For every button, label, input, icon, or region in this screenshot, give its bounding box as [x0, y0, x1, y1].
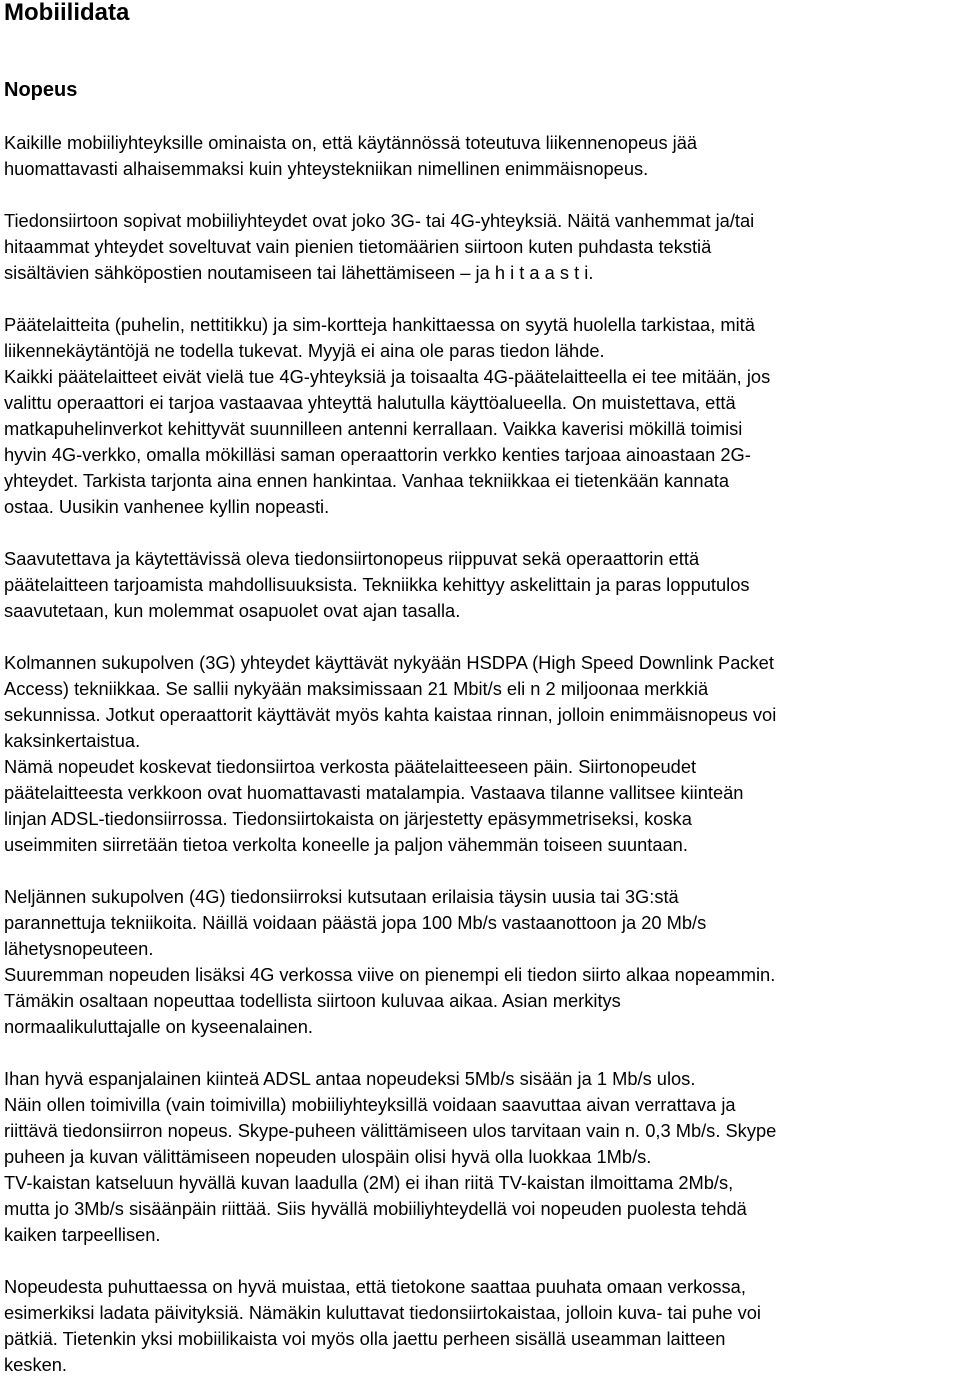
- text-line: saavutetaan, kun molemmat osapuolet ovat ajan tasalla.: [4, 600, 461, 621]
- text-line: hyvin 4G-verkko, omalla mökilläsi saman operaattorin verkko kenties tarjoaa ainoastaan 2G-: [4, 444, 751, 465]
- text-line: mutta jo 3Mb/s sisäänpäin riittää. Siis hyvällä mobiiliyhteydellä voi nopeuden puolesta tehdä: [4, 1198, 747, 1219]
- text-line: ostaa. Uusikin vanhenee kyllin nopeasti.: [4, 496, 330, 517]
- text-line: Ihan hyvä espanjalainen kiinteä ADSL antaa nopeudeksi 5Mb/s sisään ja 1 Mb/s ulos.: [4, 1068, 696, 1089]
- document-body: [4, 130, 958, 1378]
- text-line: päätelaitteesta verkkoon ovat huomattavasti matalampia. Vastaava tilanne vallitsee kiinteän: [4, 782, 744, 803]
- text-line: Nopeudesta puhuttaessa on hyvä muistaa, että tietokone saattaa puuhata omaan verkossa,: [4, 1276, 746, 1297]
- text-line: sekunnissa. Jotkut operaattorit käyttävät myös kahta kaistaa rinnan, jolloin enimmäisnopeus voi: [4, 704, 777, 725]
- text-line: Neljännen sukupolven (4G) tiedonsiirroksi kutsutaan erilaisia täysin uusia tai 3G:stä: [4, 886, 679, 907]
- text-line: kaksinkertaistua.: [4, 730, 141, 751]
- text-line: liikennekäytäntöjä ne todella tukevat. Myyjä ei aina ole paras tiedon lähde.: [4, 340, 605, 361]
- text-line: normaalikuluttajalle on kyseenalainen.: [4, 1016, 313, 1037]
- text-line: Tämäkin osaltaan nopeuttaa todellista siirtoon kuluvaa aikaa. Asian merkitys: [4, 990, 621, 1011]
- text-line: Tiedonsiirtoon sopivat mobiiliyhteydet ovat joko 3G- tai 4G-yhteyksiä. Näitä vanhemmat ja/tai: [4, 210, 755, 231]
- text-line: Kaikille mobiiliyhteyksille ominaista on, että käytännössä toteutuva liikennenopeus jää: [4, 132, 698, 153]
- text-line: sisältävien sähköpostien noutamiseen tai lähettämiseen – ja h i t a a s t i.: [4, 262, 594, 283]
- section-heading: Nopeus: [4, 79, 78, 101]
- text-line: päätelaitteen tarjoamista mahdollisuuksista. Tekniikka kehittyy askelittain ja paras lopputulos: [4, 574, 750, 595]
- text-line: kesken.: [4, 1354, 68, 1375]
- text-line: esimerkiksi ladata päivityksiä. Nämäkin kuluttavat tiedonsiirtokaistaa, jolloin kuva- tai puhe voi: [4, 1302, 761, 1323]
- paragraph-gap: [4, 520, 958, 546]
- text-line: Näin ollen toimivilla (vain toimivilla) mobiiliyhteyksillä voidaan saavuttaa aivan verrattava ja: [4, 1094, 736, 1115]
- paragraph-gap: [4, 1248, 958, 1274]
- text-line: puheen ja kuvan välittämiseen nopeuden ulospäin olisi hyvä olla luokkaa 1Mb/s.: [4, 1146, 652, 1167]
- paragraph-gap: [4, 182, 958, 208]
- text-line: Päätelaitteita (puhelin, nettitikku) ja sim-kortteja hankittaessa on syytä huolella tarkistaa, mitä: [4, 314, 755, 335]
- text-line: Kolmannen sukupolven (3G) yhteydet käyttävät nykyään HSDPA (High Speed Downlink Packet: [4, 652, 774, 673]
- paragraph-gap: [4, 624, 958, 650]
- text-line: hitaammat yhteydet soveltuvat vain pienien tietomäärien siirtoon kuten puhdasta tekstiä: [4, 236, 712, 257]
- text-line: useimmiten siirretään tietoa verkolta koneelle ja paljon vähemmän toiseen suuntaan.: [4, 834, 688, 855]
- text-line: matkapuhelinverkot kehittyvät suunnilleen antenni kerrallaan. Vaikka kaverisi mökillä toimisi: [4, 418, 743, 439]
- text-line: Nämä nopeudet koskevat tiedonsiirtoa verkosta päätelaitteeseen päin. Siirtonopeudet: [4, 756, 697, 777]
- document-title: Mobiilidata: [4, 0, 130, 26]
- text-line: valittu operaattori ei tarjoa vastaavaa yhteyttä halutulla käyttöalueella. On muistettava, että: [4, 392, 736, 413]
- text-line: Kaikki päätelaitteet eivät vielä tue 4G-yhteyksiä ja toisaalta 4G-päätelaitteella ei tee mitään, jos: [4, 366, 771, 387]
- text-line: parannettuja tekniikoita. Näillä voidaan päästä jopa 100 Mb/s vastaanottoon ja 20 Mb/s: [4, 912, 707, 933]
- text-line: Saavutettava ja käytettävissä oleva tiedonsiirtonopeus riippuvat sekä operaattorin että: [4, 548, 700, 569]
- text-line: huomattavasti alhaisemmaksi kuin yhteystekniikan nimellinen enimmäisnopeus.: [4, 158, 649, 179]
- text-line: lähetysnopeuteen.: [4, 938, 154, 959]
- text-line: pätkiä. Tietenkin yksi mobiilikaista voi myös olla jaettu perheen sisällä useamman laitteen: [4, 1328, 726, 1349]
- text-line: Access) tekniikkaa. Se sallii nykyään maksimissaan 21 Mbit/s eli n 2 miljoonaa merkkiä: [4, 678, 709, 699]
- paragraph-gap: [4, 858, 958, 884]
- paragraph-gap: [4, 1040, 958, 1066]
- text-line: TV-kaistan katseluun hyvällä kuvan laadulla (2M) ei ihan riitä TV-kaistan ilmoittama 2Mb/s,: [4, 1172, 734, 1193]
- text-line: linjan ADSL-tiedonsiirrossa. Tiedonsiirtokaista on järjestetty epäsymmetriseksi, koska: [4, 808, 692, 829]
- paragraph-gap: [4, 286, 958, 312]
- text-line: Suuremman nopeuden lisäksi 4G verkossa viive on pienempi eli tiedon siirto alkaa nopeammin.: [4, 964, 776, 985]
- text-line: kaiken tarpeellisen.: [4, 1224, 161, 1245]
- text-line: yhteydet. Tarkista tarjonta aina ennen hankintaa. Vanhaa tekniikkaa ei tietenkään kannata: [4, 470, 729, 491]
- text-line: riittävä tiedonsiirron nopeus. Skype-puheen välittämiseen ulos tarvitaan vain n. 0,3 Mb/s. Skype: [4, 1120, 777, 1141]
